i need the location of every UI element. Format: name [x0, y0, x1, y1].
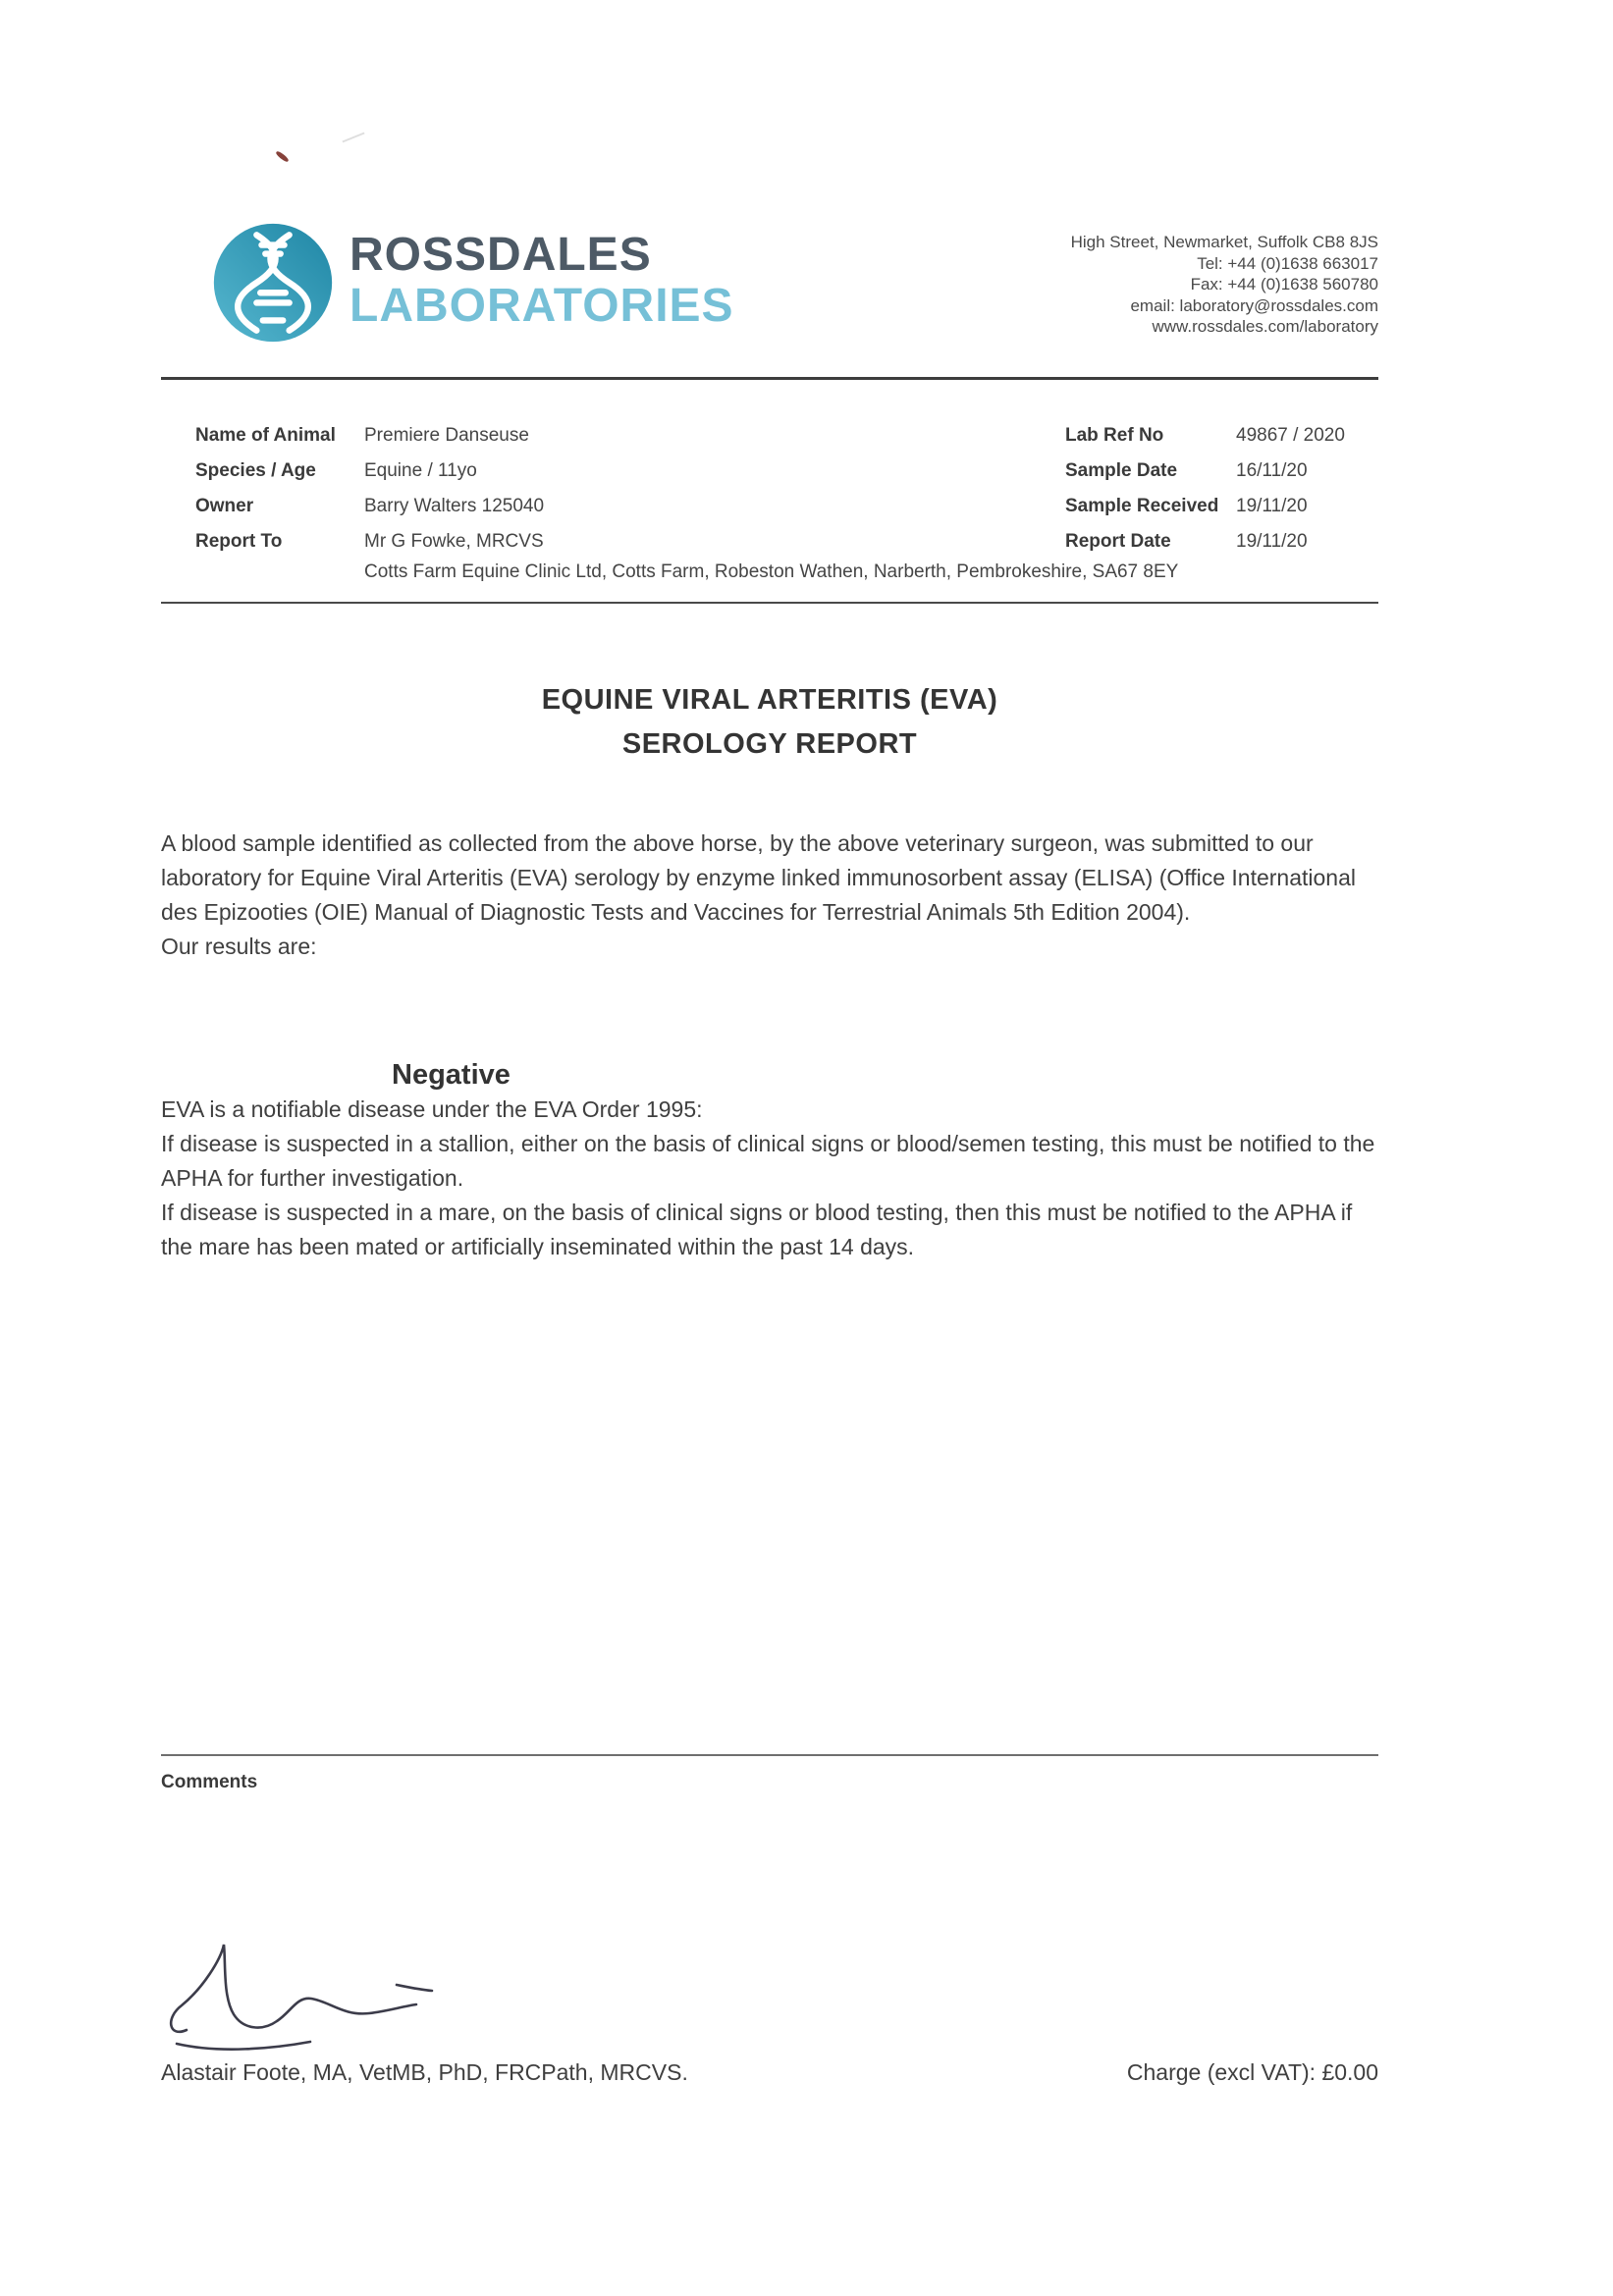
report-body — [161, 827, 1388, 1264]
signatory-name: Alastair Foote, MA, VetMB, PhD, FRCPath, MRCVS. — [161, 2059, 688, 2085]
info-row-sample-date — [1065, 454, 1345, 489]
info-label: Sample Received — [1065, 496, 1219, 516]
contact-email: email: laboratory@rossdales.com — [1130, 295, 1378, 315]
brand-lockup — [349, 230, 734, 332]
info-label: Lab Ref No — [1065, 425, 1164, 446]
comments-label: Comments — [161, 1772, 258, 1792]
contact-tel: Tel: +44 (0)1638 663017 — [1197, 253, 1378, 273]
contact-website: www.rossdales.com/laboratory — [1152, 317, 1378, 336]
mare-paragraph: If disease is suspected in a mare, on the basis of clinical signs or blood testing, then this must be notified to the APHA if the mare has been mated or artificially inseminated within the past 14 days. — [161, 1200, 1353, 1259]
info-row-lab-ref — [1065, 418, 1345, 454]
result-value: Negative — [392, 1059, 511, 1091]
info-label: Name of Animal — [195, 425, 336, 446]
comments-divider — [161, 1754, 1378, 1756]
report-to-address: Cotts Farm Equine Clinic Ltd, Cotts Farm, Robeston Wathen, Narberth, Pembrokeshire, SA67 8EY — [364, 561, 1179, 582]
info-value: 19/11/20 — [1236, 531, 1308, 552]
info-label: Owner — [195, 496, 254, 516]
info-value: 16/11/20 — [1236, 460, 1308, 481]
stallion-paragraph: If disease is suspected in a stallion, either on the basis of clinical signs or blood/semen testing, this must be notified to the APHA for further investigation. — [161, 1131, 1375, 1191]
info-row-species-age — [195, 454, 544, 489]
brand-subtitle: LABORATORIES — [349, 280, 734, 332]
info-label: Report Date — [1065, 531, 1171, 552]
results-lead: Our results are: — [161, 934, 317, 959]
info-value: Premiere Danseuse — [364, 425, 529, 446]
info-label: Species / Age — [195, 460, 316, 481]
intro-paragraph: A blood sample identified as collected from the above horse, by the above veterinary surgeon, was submitted to our laboratory for Equine Viral Arteritis (EVA) serology by enzyme linked immunosorbent assay (ELISA) (Office International des Epizooties (OIE) Manual of Diagnostic Tests and Vaccines for Terrestrial Animals 5th Edition 2004). — [161, 830, 1356, 925]
header-divider — [161, 377, 1378, 380]
info-value: 19/11/20 — [1236, 496, 1308, 516]
charge-amount: Charge (excl VAT): £0.00 — [1126, 2059, 1378, 2085]
info-row-report-to — [195, 524, 544, 560]
contact-address: High Street, Newmarket, Suffolk CB8 8JS — [1070, 233, 1378, 251]
info-row-report-date — [1065, 524, 1345, 560]
dna-helix-logo-icon — [210, 220, 336, 346]
info-row-name-of-animal — [195, 418, 544, 454]
report-title — [161, 684, 1378, 761]
info-value: Barry Walters 125040 — [364, 496, 545, 516]
scan-artifact-speck — [275, 150, 290, 163]
contact-block — [1071, 232, 1378, 338]
brand-name: ROSSDALES — [349, 229, 652, 281]
report-title-line2: SEROLOGY REPORT — [621, 728, 918, 760]
scan-artifact-line — [342, 133, 364, 143]
signatory-row — [161, 2059, 1378, 2086]
info-value: Equine / 11yo — [364, 460, 477, 481]
info-label: Report To — [195, 531, 283, 552]
specimen-info-right — [1065, 418, 1345, 560]
info-value: 49867 / 2020 — [1236, 425, 1345, 446]
specimen-info-left — [195, 418, 544, 560]
info-value: Mr G Fowke, MRCVS — [364, 531, 544, 552]
report-title-line1: EQUINE VIRAL ARTERITIS (EVA) — [541, 684, 998, 716]
contact-fax: Fax: +44 (0)1638 560780 — [1190, 275, 1378, 294]
signature — [165, 1936, 459, 2063]
info-row-owner — [195, 489, 544, 524]
info-label: Sample Date — [1065, 460, 1178, 481]
info-row-sample-received — [1065, 489, 1345, 524]
info-divider — [161, 602, 1378, 604]
notifiable-paragraph: EVA is a notifiable disease under the EVA Order 1995: — [161, 1096, 703, 1122]
